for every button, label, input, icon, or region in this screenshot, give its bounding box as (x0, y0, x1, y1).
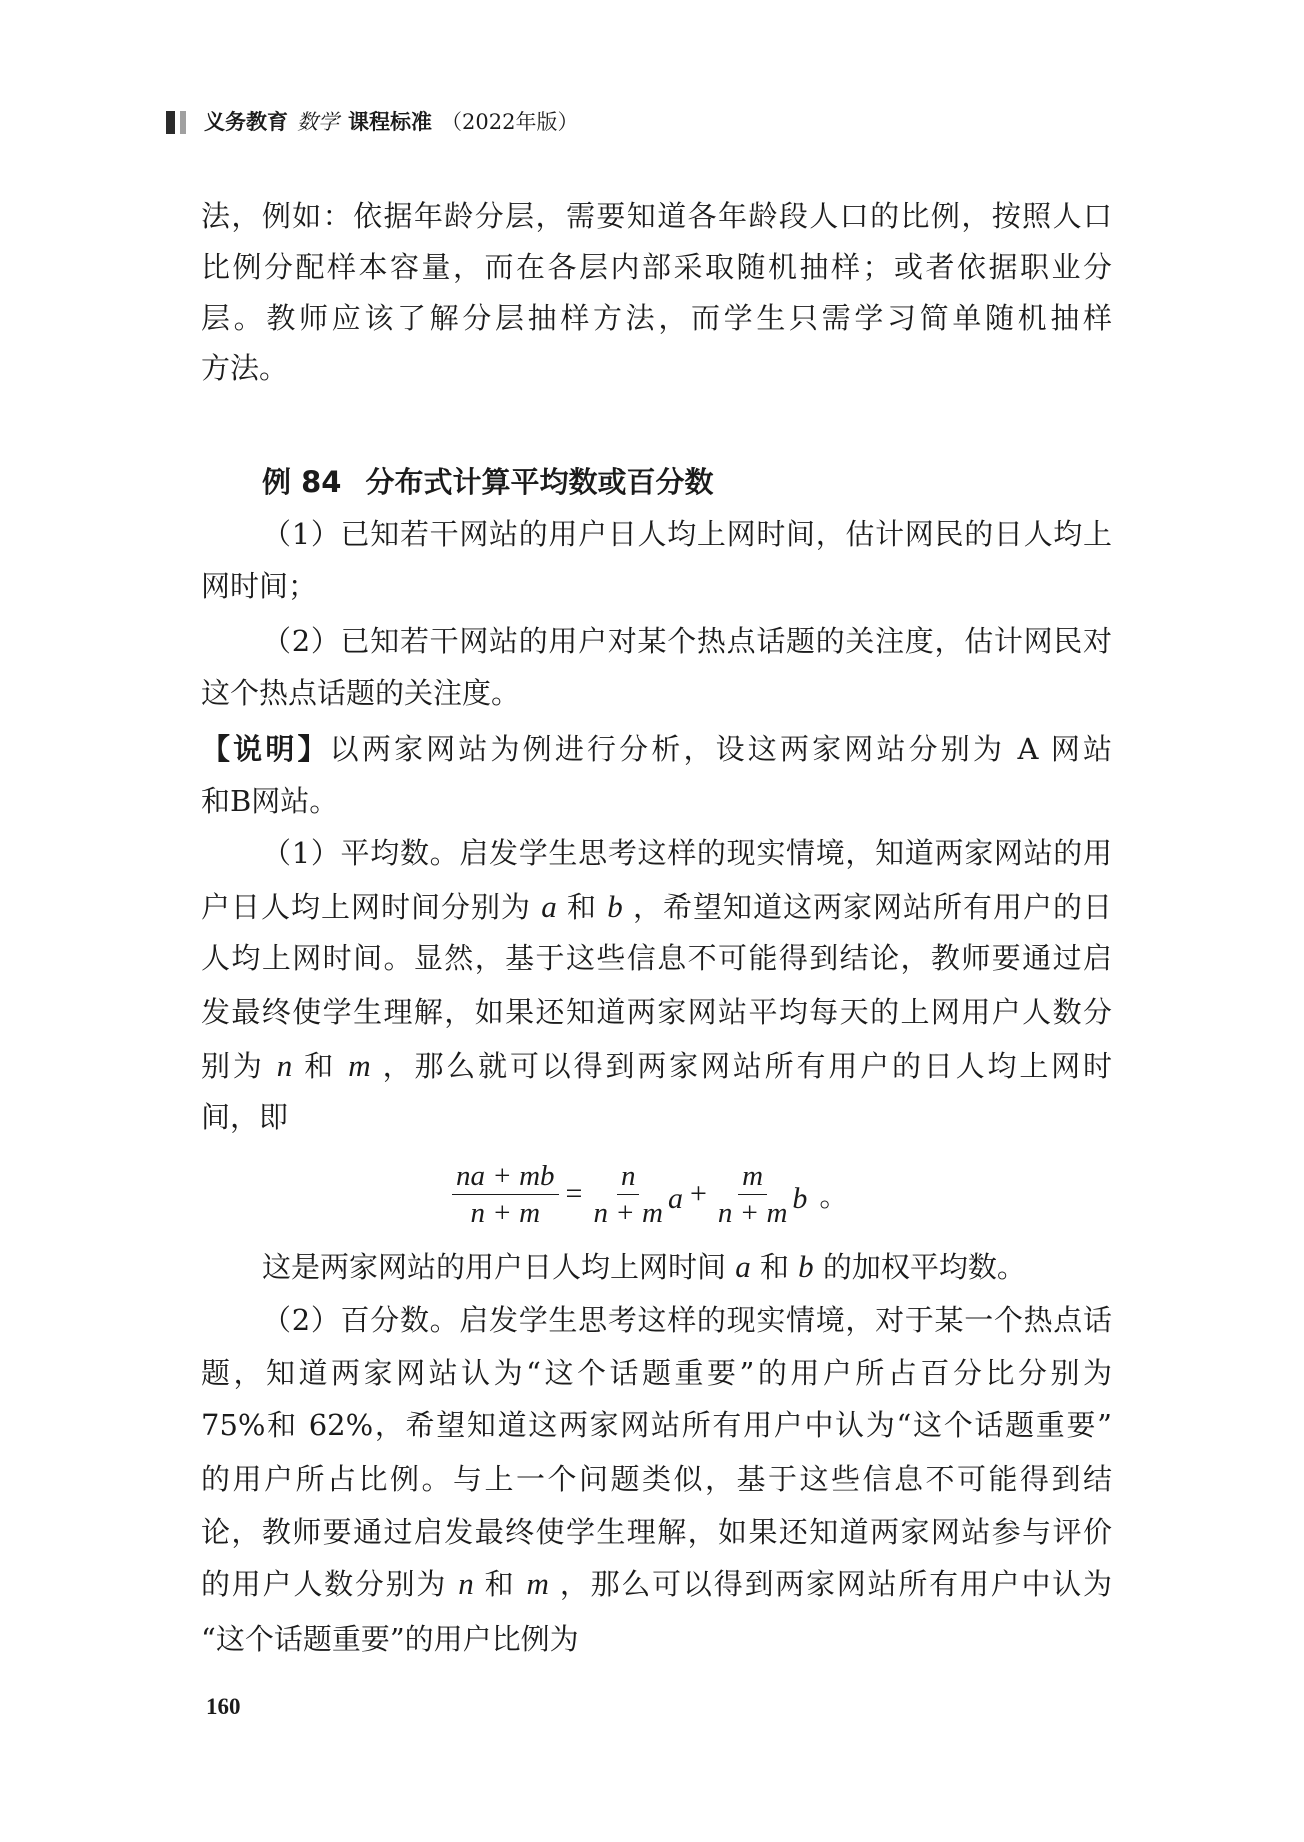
example-title: 分布式计算平均数或百分数 (365, 465, 714, 499)
explanation-line: 和B网站。 (201, 784, 339, 818)
text-segment: 的加权平均数。 (813, 1250, 1026, 1284)
variable-a: a (541, 889, 557, 924)
weighted-mean-formula (452, 1158, 848, 1230)
text-segment: 别为 (201, 1049, 277, 1083)
percent-line: 75%和 62%，希望知道这两家网站所有用户中认为“这个话题重要” (201, 1408, 1112, 1442)
mean-conclusion-line (262, 1245, 1112, 1289)
text-segment: ，那么就可以得到两家网站所有用户的日人均上网时 (370, 1049, 1112, 1083)
percent-line: 题，知道两家网站认为“这个话题重要”的用户所占百分比分别为 (201, 1356, 1112, 1390)
fraction-denominator: n + m (717, 1196, 788, 1229)
explanation-line (201, 727, 1112, 771)
fraction-term2 (714, 1160, 792, 1229)
example-number: 例 84 (262, 465, 342, 499)
formula-end-mark: 。 (819, 1178, 849, 1213)
mean-line (201, 885, 1112, 929)
question-line: 网时间； (201, 569, 318, 603)
percent-line: “这个话题重要”的用户比例为 (201, 1622, 579, 1656)
header-edition: （2022年版） (441, 110, 579, 134)
mean-line: 发最终使学生理解，如果还知道两家网站平均每天的上网用户人数分 (201, 995, 1112, 1029)
question-line: （1）已知若干网站的用户日人均上网时间，估计网民的日人均上 (262, 517, 1112, 551)
text-segment: ，希望知道这两家网站所有用户的日 (622, 890, 1112, 924)
variable-n: n (276, 1048, 293, 1083)
variable-a: a (735, 1249, 751, 1284)
percent-line: 的用户所占比例。与上一个问题类似，基于这些信息不可能得到结 (201, 1462, 1112, 1496)
percent-line: 论，教师要通过启发最终使学生理解，如果还知道两家网站参与评价 (201, 1515, 1112, 1549)
question-line: （2）已知若干网站的用户对某个热点话题的关注度，估计网民对 (262, 624, 1112, 658)
text-segment: 和 (292, 1049, 349, 1083)
variable-b: b (798, 1249, 814, 1284)
mean-line: （1）平均数。启发学生思考这样的现实情境，知道两家网站的用 (262, 836, 1112, 870)
fraction-term1 (589, 1160, 667, 1229)
fraction-denominator: n + m (593, 1196, 663, 1229)
text-segment: 的用户人数分别为 (201, 1567, 459, 1601)
percent-line: （2）百分数。启发学生思考这样的现实情境，对于某一个热点话 (262, 1303, 1112, 1337)
intro-line: 比例分配样本容量，而在各层内部采取随机抽样；或者依据职业分 (201, 250, 1112, 284)
text-segment: 以两家网站为例进行分析，设这两家网站分别为 A 网站 (329, 732, 1112, 766)
page-number: 160 (206, 1694, 241, 1719)
text-segment: 和 (750, 1250, 799, 1284)
equals-sign: = (565, 1177, 583, 1210)
variable-a: a (667, 1182, 683, 1215)
running-header (166, 108, 587, 136)
intro-line: 方法。 (201, 351, 289, 385)
variable-n: n (458, 1566, 474, 1601)
header-bar-dark (166, 111, 175, 134)
header-series: 义务教育 (204, 110, 288, 134)
explanation-tag: 【说明】 (201, 732, 330, 766)
variable-m: m (526, 1566, 549, 1601)
mean-line: 人均上网时间。显然，基于这些信息不可能得到结论，教师要通过启 (201, 941, 1112, 975)
header-document: 课程标准 (348, 110, 432, 134)
mean-line: 间，即 (201, 1100, 289, 1134)
variable-m: m (348, 1048, 371, 1083)
text-segment: 和 (556, 890, 608, 924)
variable-b: b (607, 889, 623, 924)
intro-line: 层。教师应该了解分层抽样方法，而学生只需学习简单随机抽样 (201, 301, 1112, 335)
header-subject: 数学 (297, 110, 339, 134)
example-heading (262, 460, 1112, 504)
header-bar-light (180, 111, 186, 134)
fraction-lhs (452, 1160, 559, 1229)
text-segment: 户日人均上网时间分别为 (201, 890, 542, 924)
intro-line: 法，例如：依据年龄分层，需要知道各年龄段人口的比例，按照人口 (201, 199, 1112, 233)
fraction-denominator: n + m (470, 1196, 541, 1229)
text-segment: ，那么可以得到两家网站所有用户中认为 (548, 1567, 1112, 1601)
question-line: 这个热点话题的关注度。 (201, 676, 521, 710)
text-segment: 和 (473, 1567, 527, 1601)
plus-sign: + (689, 1177, 707, 1210)
fraction-numerator: n (617, 1160, 640, 1195)
variable-b: b (792, 1182, 808, 1215)
mean-line (201, 1044, 1112, 1088)
fraction-numerator: na + mb (452, 1160, 559, 1195)
fraction-numerator: m (738, 1160, 767, 1195)
text-segment: 这是两家网站的用户日人均上网时间 (262, 1250, 736, 1284)
percent-line (201, 1562, 1112, 1606)
